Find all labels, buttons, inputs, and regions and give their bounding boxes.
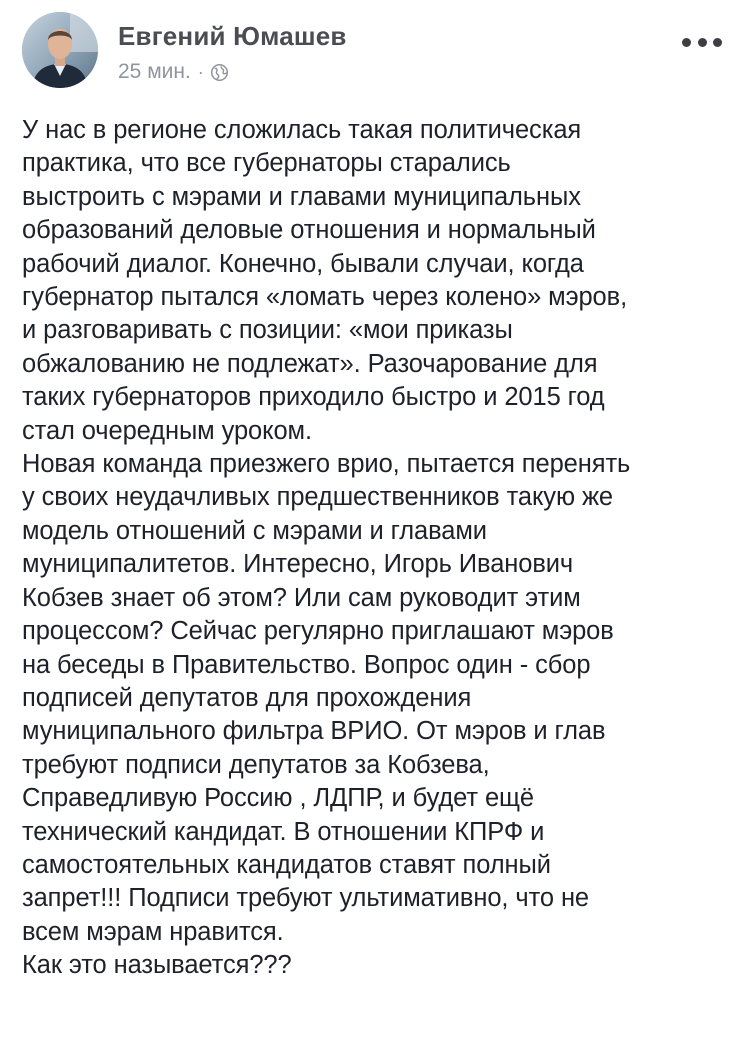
post-timestamp[interactable]: 25 мин. [118, 60, 191, 83]
author-avatar[interactable] [22, 12, 98, 88]
meta-separator: · [197, 61, 204, 82]
post-header [22, 12, 726, 90]
author-name[interactable]: Евгений Юмашев [118, 21, 347, 51]
post-meta [118, 60, 229, 84]
more-dots-icon [682, 38, 691, 47]
more-options-button[interactable] [682, 32, 722, 52]
globe-icon[interactable] [210, 63, 229, 82]
post-text: У нас в регионе сложилась такая политическая практика, что все губернаторы старались выстроить с мэрами и главами муниципальных образований деловые отношения и нормальный рабочий диалог. Конечно, бывали случаи, когда губернатор пытался «ломать через колено» мэров, и разговаривать с позиции: «мои приказы обжалованию не подлежат». Разочарование для таких губернаторов приходило быстро и 2015 год стал очередным уроком. Новая команда приезжего врио, пытается перенять у своих неудачливых предшественников такую же модель отношений с мэрами и главами муниципалитетов. Интересно, Игорь Иванович Кобзев знает об этом? Или сам руководит этим процессом? Сейчас регулярно приглашают мэров на беседы в Правительство. Вопрос один - сбор подписей депутатов для прохождения муниципального фильтра ВРИО. От мэров и глав требуют подписи депутатов за Кобзева, Справедливую Россию , ЛДПР, и будет ещё технический кандидат. В отношении КПРФ и самостоятельных кандидатов ставят полный запрет!!! Подписи требуют ультимативно, что не всем мэрам нравится. Как это называется??? [22, 116, 631, 980]
more-dots-icon [698, 38, 707, 47]
more-dots-icon [713, 38, 722, 47]
profile-photo-icon [22, 12, 98, 88]
